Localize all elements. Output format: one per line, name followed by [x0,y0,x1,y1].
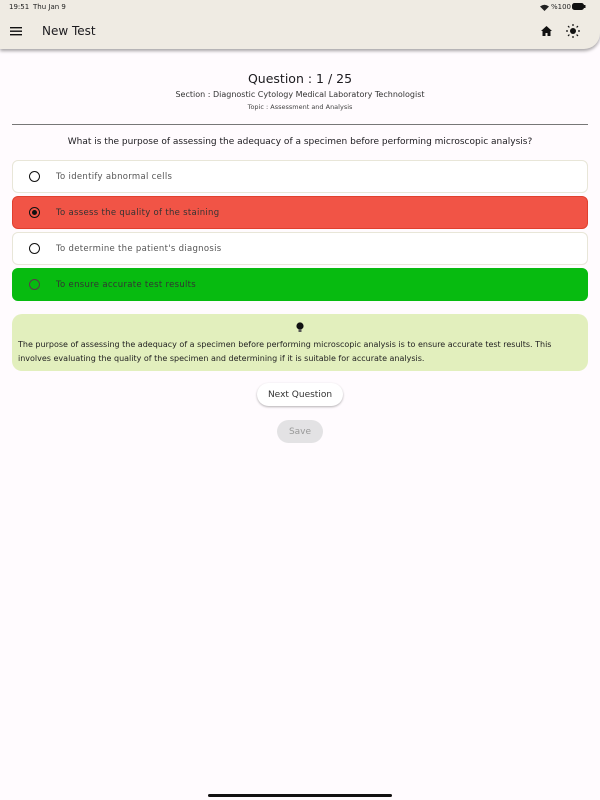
status-time: 19:51 [9,3,30,11]
home-indicator [208,794,392,797]
save-button[interactable]: Save [277,420,323,443]
topic-label: Topic : Assessment and Analysis [247,103,353,111]
question-counter: Question : 1 / 25 [247,71,353,86]
app-title: New Test [42,24,96,38]
explanation-text: The purpose of assessing the adequacy of a specimen before performing microscopic analysis is to ensure accurate test results. This involves evaluating the quality of the specimen and determining if it is suitable for accurate analysis. [18,340,552,363]
wifi-icon [539,2,549,12]
option-label: To identify abnormal cells [56,171,173,182]
battery-percent: %100 [551,3,572,11]
option-label: To ensure accurate test results [56,279,197,290]
divider [12,124,588,125]
lightbulb-icon [294,320,306,334]
brightness-icon[interactable] [566,24,580,38]
battery-icon [572,3,586,10]
radio-selected-icon[interactable] [29,207,40,218]
app-bar [0,0,600,49]
menu-icon[interactable] [9,25,23,37]
option-1[interactable] [12,160,588,193]
radio-icon[interactable] [29,243,40,254]
section-label: Section : Diagnostic Cytology Medical Laboratory Technologist [175,90,425,99]
option-label: To determine the patient's diagnosis [56,243,222,254]
question-text: What is the purpose of assessing the adequacy of a specimen before performing microscopic analysis? [67,137,533,147]
option-4-correct[interactable] [12,268,588,301]
option-3[interactable] [12,232,588,265]
option-2-selected-wrong[interactable] [12,196,588,229]
next-question-button[interactable]: Next Question [257,383,343,406]
option-label: To assess the quality of the staining [56,207,220,218]
radio-icon[interactable] [29,171,40,182]
radio-icon[interactable] [29,279,40,290]
status-date: Thu Jan 9 [33,3,66,11]
home-icon[interactable] [539,25,553,37]
explanation-box [12,314,588,371]
